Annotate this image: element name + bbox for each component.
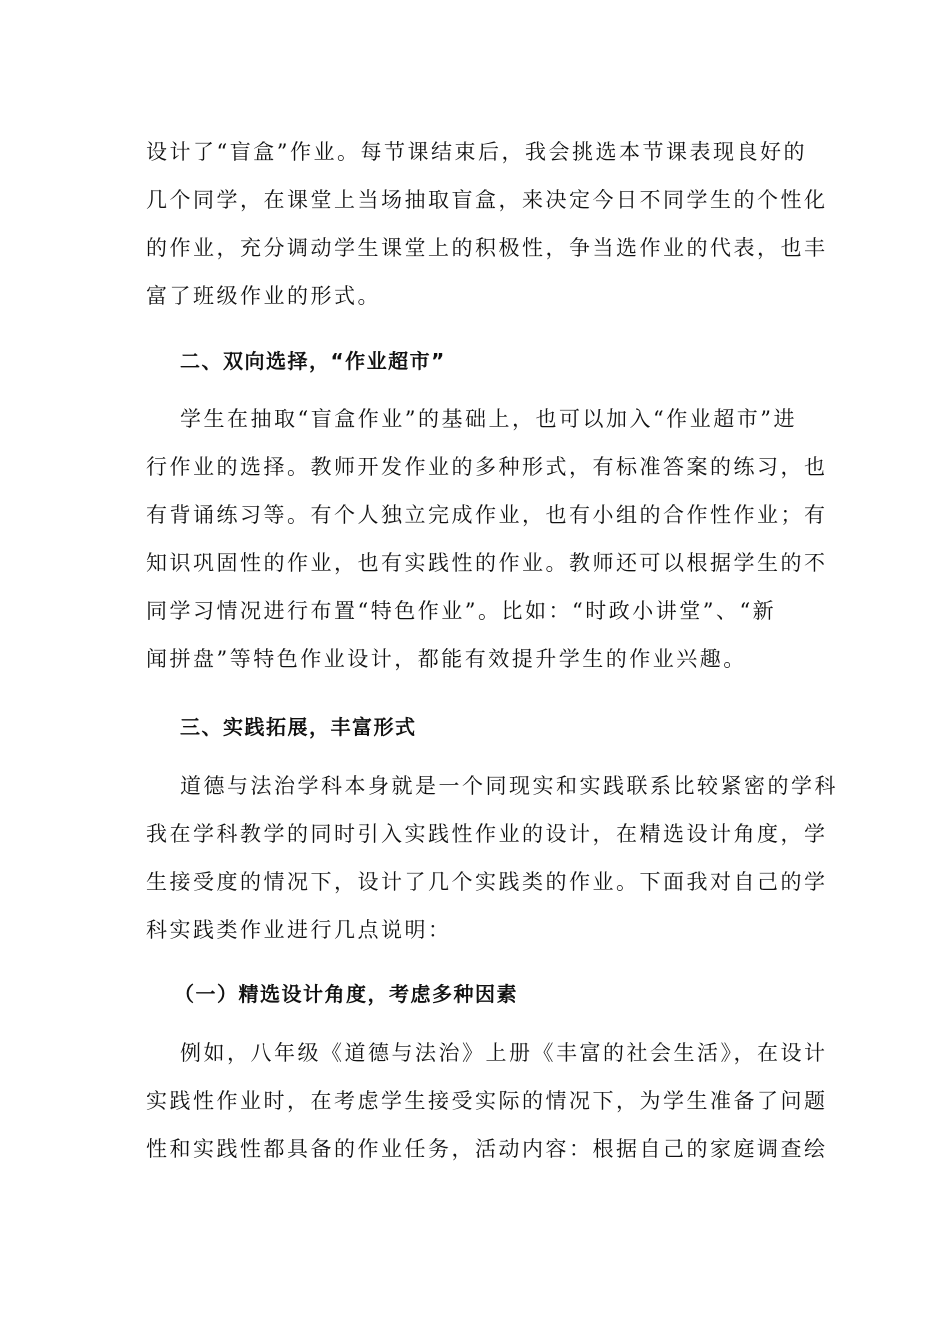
text-line: 几个同学，在课堂上当场抽取盲盒，来决定今日不同学生的个性化 [146,188,828,212]
section-heading-3: 三、实践拓展，丰富形式 [180,715,417,739]
section-heading-3-wrap [146,716,417,738]
text-line: 例如，八年级《道德与法治》上册《丰富的社会生活》，在设计 [180,1041,828,1065]
subsection-heading-1: （一）精选设计角度，考虑多种因素 [174,982,518,1006]
paragraph-4 [146,1042,828,1160]
text-line: 富了班级作业的形式。 [146,284,381,308]
text-line: 实践性作业时，在考虑学生接受实际的情况下，为学生准备了问题 [146,1089,828,1113]
paragraph-1 [146,141,828,307]
text-line: 知识巩固性的作业，也有实践性的作业。教师还可以根据学生的不 [146,551,828,575]
text-line: 同学习情况进行布置“特色作业”。比如：“时政小讲堂”、“新 [146,599,777,623]
text-line: 有背诵练习等。有个人独立完成作业，也有小组的合作性作业；有 [146,503,828,527]
text-line: 学生在抽取“盲盒作业”的基础上，也可以加入“作业超市”进 [180,407,797,431]
section-heading-2-wrap [146,350,446,372]
text-line: 行作业的选择。教师开发作业的多种形式，有标准答案的练习，也 [146,455,828,479]
subsection-heading-1-wrap [146,983,518,1005]
text-line: 生接受度的情况下，设计了几个实践类的作业。下面我对自己的学 [146,870,828,894]
text-line: 设计了“盲盒”作业。每节课结束后，我会挑选本节课表现良好的 [146,140,807,164]
text-line: 我在学科教学的同时引入实践性作业的设计，在精选设计角度，学 [146,822,828,846]
paragraph-2 [146,408,828,670]
text-line: 性和实践性都具备的作业任务，活动内容：根据自己的家庭调查绘 [146,1137,828,1161]
text-line: 道德与法治学科本身就是一个同现实和实践联系比较紧密的学科 [180,774,838,798]
paragraph-3 [146,775,838,941]
text-line: 的作业，充分调动学生课堂上的积极性，争当选作业的代表，也丰 [146,236,828,260]
text-line: 闻拼盘”等特色作业设计，都能有效提升学生的作业兴趣。 [146,647,747,671]
section-heading-2: 二、双向选择，“作业超市” [180,349,446,373]
text-line: 科实践类作业进行几点说明： [146,918,452,942]
